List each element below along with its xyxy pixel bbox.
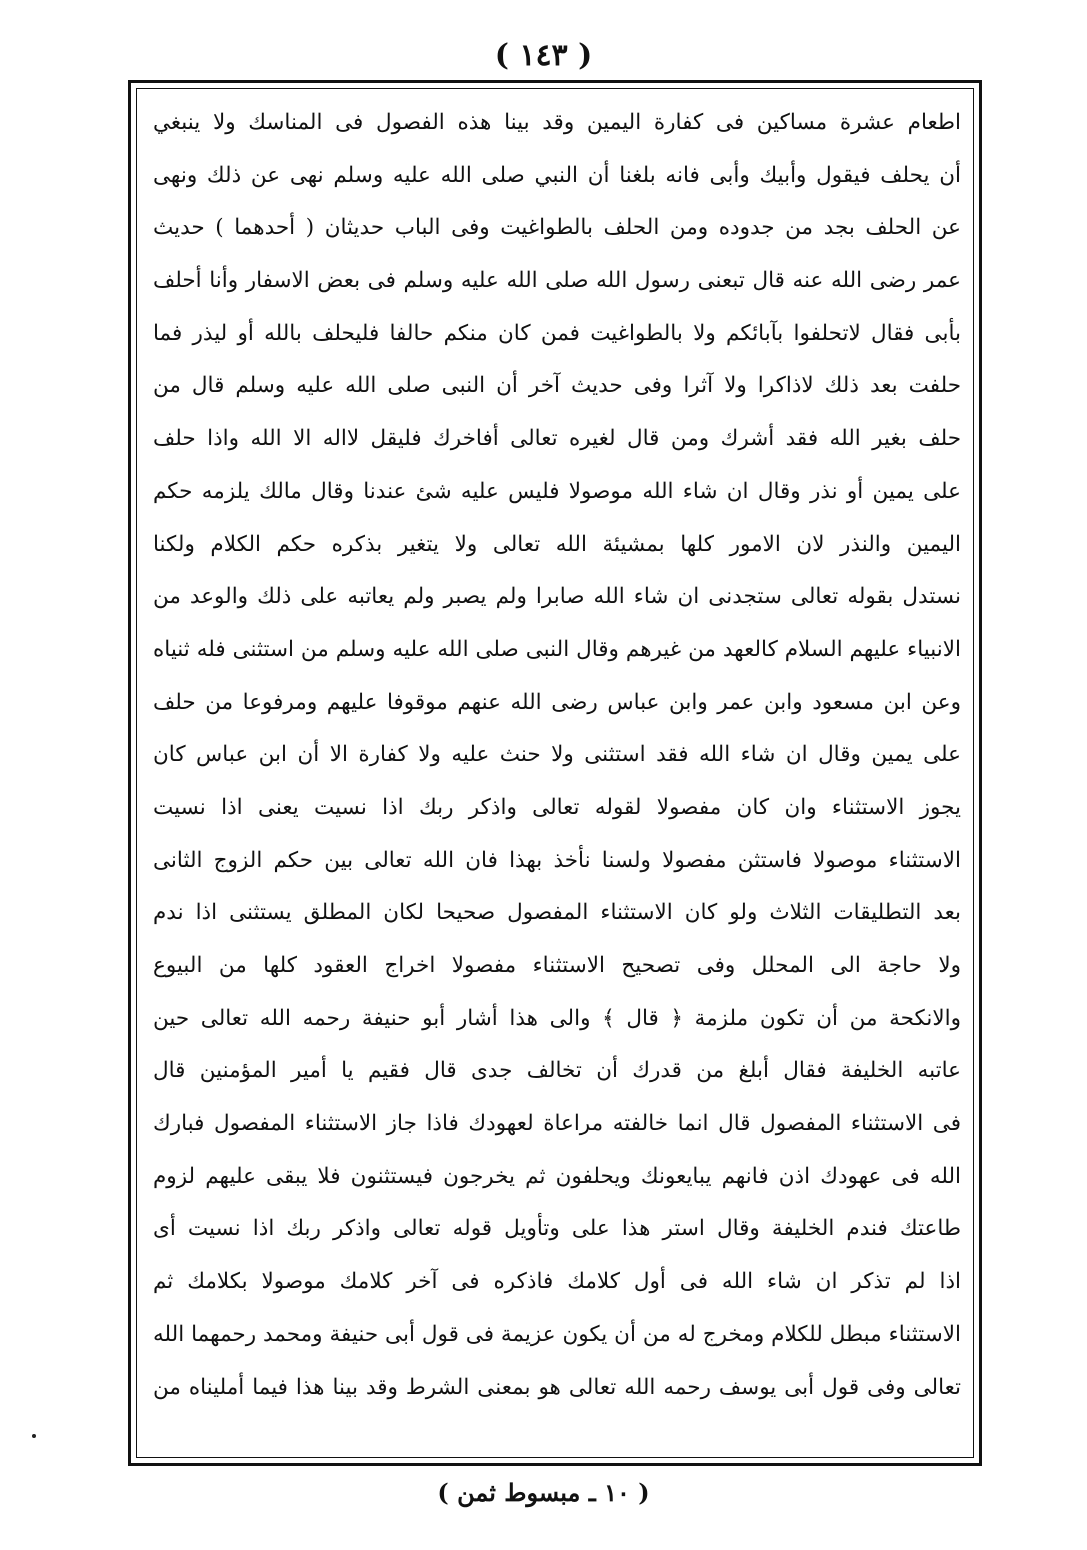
text-line: الله فى عهودك اذن فانهم يبايعونك ويحلفون ثم يخرجون فيستثنون فلا يبقى عليهم لزوم bbox=[153, 1163, 961, 1189]
text-line: بأبى فقال لاتحلفوا بآبائكم ولا بالطواغيت فمن كان منكم حالفا فليحلف بالله أو ليذر فما bbox=[153, 320, 961, 346]
page-number: ( ١٤٣ ) bbox=[494, 38, 593, 73]
text-line: اذا لم تذكر ان شاء الله فى أول كلامك فاذكره فى آخر كلامك موصولا بكلامك ثم bbox=[153, 1269, 961, 1295]
text-line: وعن ابن مسعود وابن عمر وابن عباس رضى الله عنهم موقوفا عليهم ومرفوعا من حلف bbox=[153, 689, 961, 715]
text-line: اليمين والنذر لان الامور كلها بمشيئة الله تعالى ولا يتغير بذكره حكم الكلام ولكنا bbox=[153, 531, 961, 557]
text-line: يجوز الاستثناء وان كان مفصولا لقوله تعالى واذكر ربك اذا نسيت يعنى اذا نسيت bbox=[153, 794, 961, 820]
text-line: ولا حاجة الى المحلل وفى تصحيح الاستثناء مفصولا اخراج العقود كلها من البيوع bbox=[153, 953, 961, 978]
text-line: نستدل بقوله تعالى ستجدنى ان شاء الله صابرا ولم يصبر ولم يعاتبه على ذلك والوعد من bbox=[153, 584, 961, 610]
text-line: على يمين وقال ان شاء الله فقد استثنى ولا حنث عليه ولا كفارة الا أن ابن عباس كان bbox=[153, 742, 961, 768]
text-line: الاستثناء موصولا فاستثن مفصولا ولسنا نأخذ بهذا فان الله تعالى بين حكم الزوج الثانى bbox=[153, 847, 961, 873]
text-line: عن الحلف بجد من جدوده ومن الحلف بالطواغيت وفى الباب حديثان ( أحدهما ) حديث bbox=[153, 215, 961, 241]
text-line: بعد التطليقات الثلاث ولو كان الاستثناء المفصول صحيحا لكان المطلق يستثنى اذا ندم bbox=[153, 900, 961, 926]
body-text bbox=[153, 97, 961, 1449]
margin-speck bbox=[32, 1434, 36, 1438]
text-line: طاعتك فندم الخليفة وقال استر هذا على وتأويل قوله تعالى واذكر ربك اذا نسيت أى bbox=[153, 1216, 961, 1242]
text-line: تعالى وفى قول أبى يوسف رحمه الله تعالى هو بمعنى الشرط وقد بينا هذا فيما أمليناه من bbox=[153, 1374, 961, 1400]
text-line: عمر رضى الله عنه قال تبعنى رسول الله صلى الله عليه وسلم فى بعض الاسفار وأنا أحلف bbox=[153, 268, 961, 294]
text-line: على يمين أو نذر وقال ان شاء الله موصولا فليس عليه شئ عندنا وقال مالك يلزمه حكم bbox=[153, 478, 961, 504]
text-line: الاستثناء مبطل للكلام ومخرج له من أن يكون عزيمة فى قول أبى حنيفة ومحمد رحمهما الله bbox=[153, 1321, 961, 1347]
text-line: حلفت بعد ذلك لاذاكرا ولا آثرا وفى حديث آخر أن النبى صلى الله عليه وسلم قال من bbox=[153, 373, 961, 399]
text-line: اطعام عشرة مساكين فى كفارة اليمين وقد بينا هذه الفصول فى المناسك ولا ينبغي bbox=[153, 110, 961, 135]
text-line: عاتبه الخليفة فقال أبلغ من قدرك أن تخالف جدى قال فقيم يا أمير المؤمنين قال bbox=[153, 1058, 961, 1084]
text-line: فى الاستثناء المفصول قال انما خالفته مراعاة لعهودك فاذا جاز الاستثناء المفصول فبارك bbox=[153, 1111, 961, 1137]
text-line: والانكحة من أن تكون ملزمة ﴿ قال ﴾ والى هذا أشار أبو حنيفة رحمه الله تعالى حين bbox=[153, 1005, 961, 1031]
signature-note: ( ١٠ ـ مبسوط ثمن ) bbox=[437, 1478, 650, 1507]
text-line: أن يحلف فيقول وأبيك وأبى فانه بلغنا أن النبي صلى الله عليه وسلم نهى عن ذلك ونهى bbox=[153, 162, 961, 188]
page-frame bbox=[128, 80, 982, 1466]
text-line: حلف بغير الله فقد أشرك ومن قال لغيره تعالى أفاخرك فليقل لااله الا الله واذا حلف bbox=[153, 426, 961, 452]
text-line: الانبياء عليهم السلام كالعهد من غيرهم وقال النبى صلى الله عليه وسلم من استثنى فله ثنياه bbox=[153, 636, 961, 662]
